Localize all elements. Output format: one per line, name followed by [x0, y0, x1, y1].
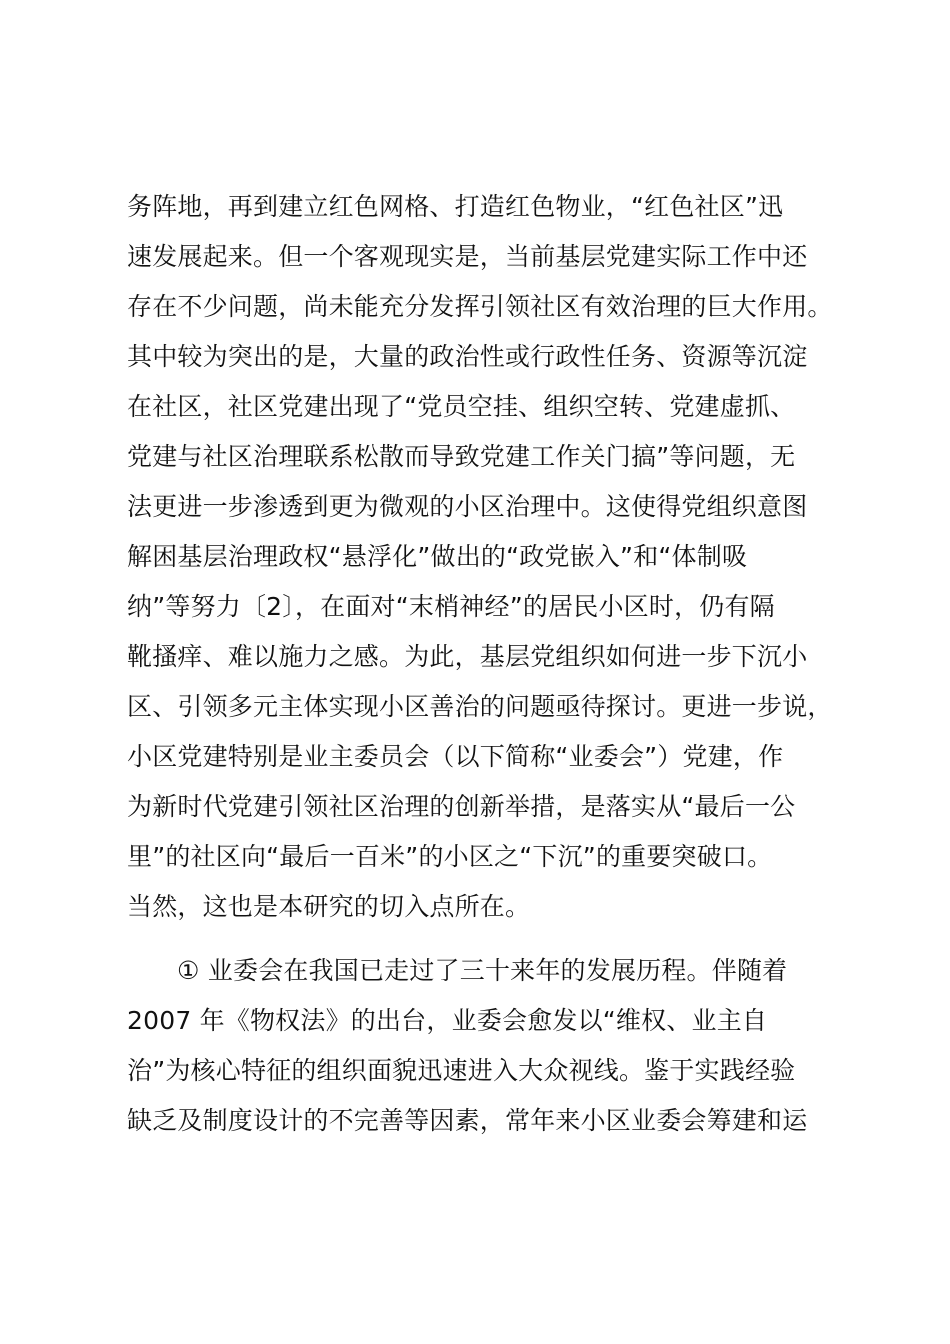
text-line: 存在不少问题，尚未能充分发挥引领社区有效治理的巨大作用。: [127, 292, 833, 321]
text-line: 里”的社区向“最后一百米”的小区之“下沉”的重要突破口。: [127, 842, 773, 871]
footnote-line: 缺乏及制度设计的不完善等因素，常年来小区业委会筹建和运: [127, 1106, 808, 1135]
text-line: 当然，这也是本研究的切入点所在。: [127, 892, 531, 921]
text-line: 靴搔痒、难以施力之感。为此，基层党组织如何进一步下沉小: [127, 642, 808, 671]
footnote-line: ① 业委会在我国已走过了三十来年的发展历程。伴随着: [177, 956, 788, 985]
text-line: 速发展起来。但一个客观现实是，当前基层党建实际工作中还: [127, 242, 808, 271]
text-line: 小区党建特别是业主委员会（以下简称“业委会”）党建，作: [127, 742, 784, 771]
text-line: 解困基层治理政权“悬浮化”做出的“政党嵌入”和“体制吸: [127, 542, 748, 571]
text-line: 在社区，社区党建出现了“党员空挂、组织空转、党建虚抓、: [127, 392, 796, 421]
text-line: 其中较为突出的是，大量的政治性或行政性任务、资源等沉淀: [127, 342, 808, 371]
footnote-line: 治”为核心特征的组织面貌迅速进入大众视线。鉴于实践经验: [127, 1056, 796, 1085]
text-line: 纳”等努力〔2〕，在面对“末梢神经”的居民小区时，仍有隔: [127, 592, 775, 621]
text-line: 法更进一步渗透到更为微观的小区治理中。这使得党组织意图: [127, 492, 808, 521]
text-line: 为新时代党建引领社区治理的创新举措，是落实从“最后一公: [127, 792, 796, 821]
text-line: 党建与社区治理联系松散而导致党建工作关门搞”等问题，无: [127, 442, 796, 471]
text-line: 务阵地，再到建立红色网格、打造红色物业，“红色社区”迅: [127, 192, 784, 221]
footnote-line: 2007 年《物权法》的出台，业委会愈发以“维权、业主自: [127, 1006, 768, 1035]
text-line: 区、引领多元主体实现小区善治的问题亟待探讨。更进一步说，: [127, 692, 833, 721]
